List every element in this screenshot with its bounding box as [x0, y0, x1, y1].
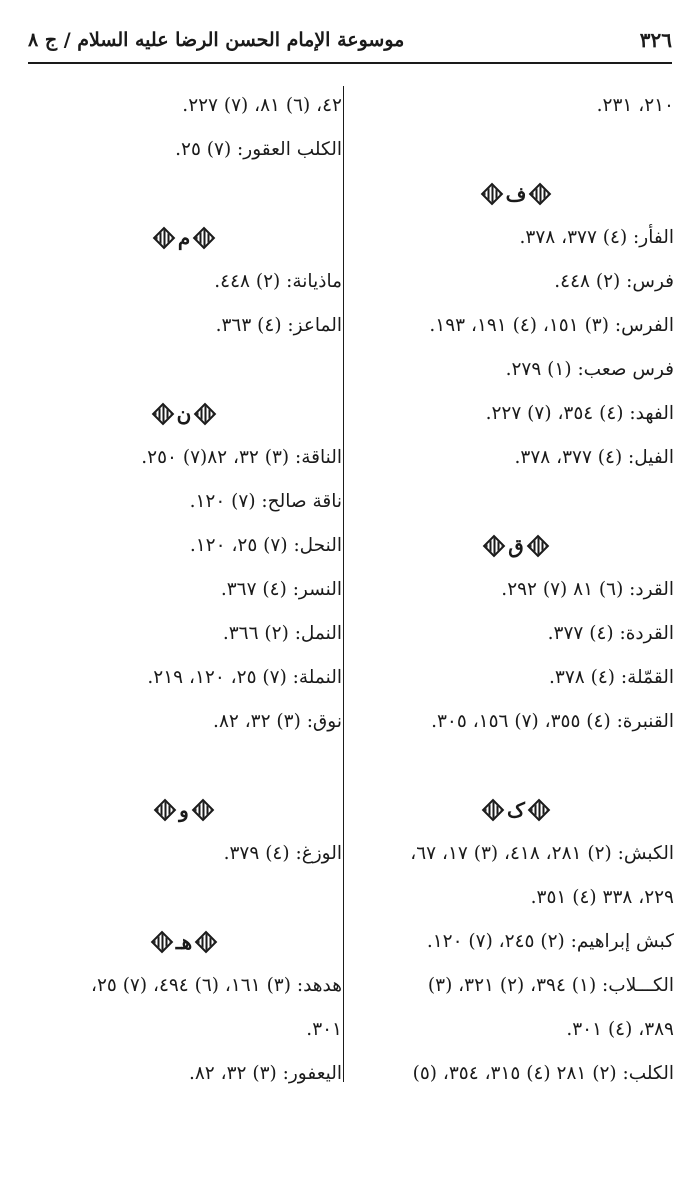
index-entry: النسر: (٤) ٣٦٧.	[220, 579, 342, 600]
column-divider	[343, 86, 344, 1082]
index-entry: النمل: (٢) ٣٦٦.	[222, 623, 342, 644]
ornament-icon	[150, 931, 173, 954]
index-entry: القنبرة: (٤) ٣٥٥، (٧) ١٥٦، ٣٠٥.	[431, 711, 674, 732]
index-entry: الكلب: (٢) ٢٨١ (٤) ٣١٥، ٣٥٤، (٥)	[412, 1063, 674, 1084]
index-entry: الماعز: (٤) ٣٦٣.	[215, 315, 342, 336]
section-gap	[358, 480, 674, 524]
ornament-icon	[193, 227, 216, 250]
index-entry: ٤٢، (٦) ٨١، (٧) ٢٢٧.	[182, 95, 342, 116]
ornament-icon	[526, 535, 549, 558]
index-entry: فرس صعب: (١) ٢٧٩.	[505, 359, 674, 380]
index-entry: الفيل: (٤) ٣٧٧، ٣٧٨.	[514, 447, 674, 468]
ornament-icon	[482, 799, 505, 822]
ornament-icon	[151, 403, 174, 426]
ornament-icon	[154, 799, 177, 822]
section-gap	[26, 348, 342, 392]
letter-section-heading	[358, 524, 674, 568]
section-gap	[26, 744, 342, 788]
index-entry: ٣٨٩، (٤) ٣٠١.	[566, 1019, 674, 1040]
section-gap	[358, 128, 674, 172]
index-entry: ٢١٠، ٢٣١.	[596, 95, 674, 116]
index-entry: الفهد: (٤) ٣٥٤، (٧) ٢٢٧.	[485, 403, 674, 424]
index-entry: الكـــلاب: (١) ٣٩٤، (٢) ٣٢١، (٣)	[427, 975, 674, 996]
section-letter: ق	[508, 534, 524, 558]
ornament-icon	[480, 183, 503, 206]
section-gap	[358, 744, 674, 788]
running-title: موسوعة الإمام الحسن الرضا عليه السلام / ج ٨	[28, 29, 405, 51]
index-entry: الفرس: (٣) ١٥١، (٤) ١٩١، ١٩٣.	[429, 315, 674, 336]
section-letter: ک	[507, 798, 525, 822]
index-entry: ٣٠١.	[306, 1019, 342, 1040]
ornament-icon	[528, 799, 551, 822]
page-number: ٣٢٦	[639, 28, 672, 52]
section-gap	[26, 172, 342, 216]
index-column-right	[358, 84, 674, 1096]
index-entry: اليعفور: (٣) ٣٢، ٨٢.	[188, 1063, 342, 1084]
section-letter: هـ	[175, 930, 193, 954]
index-entry: القردة: (٤) ٣٧٧.	[547, 623, 674, 644]
index-entry: الكبش: (٢) ٢٨١، ٤١٨، (٣) ١٧، ٦٧،	[410, 843, 674, 864]
header-rule	[28, 62, 672, 64]
letter-section-heading	[26, 920, 342, 964]
section-letter: و	[179, 798, 189, 822]
index-column-left	[26, 84, 342, 1096]
section-letter: م	[177, 226, 191, 250]
index-entry: القرد: (٦) ٨١ (٧) ٢٩٢.	[501, 579, 674, 600]
index-entry: الكلب العقور: (٧) ٢٥.	[175, 139, 342, 160]
index-entry: ناقة صالح: (٧) ١٢٠.	[189, 491, 342, 512]
index-entry: النحل: (٧) ٢٥، ١٢٠.	[189, 535, 342, 556]
letter-section-heading	[26, 392, 342, 436]
ornament-icon	[195, 931, 218, 954]
index-entry: الفأر: (٤) ٣٧٧، ٣٧٨.	[519, 227, 674, 248]
ornament-icon	[529, 183, 552, 206]
section-gap	[26, 876, 342, 920]
index-entry: فرس: (٢) ٤٤٨.	[554, 271, 674, 292]
letter-section-heading	[358, 172, 674, 216]
letter-section-heading	[358, 788, 674, 832]
index-entry: كبش إبراهيم: (٢) ٢٤٥، (٧) ١٢٠.	[426, 931, 674, 952]
ornament-icon	[483, 535, 506, 558]
letter-section-heading	[26, 216, 342, 260]
ornament-icon	[152, 227, 175, 250]
index-entry: القمّلة: (٤) ٣٧٨.	[549, 667, 674, 688]
index-entry: الناقة: (٣) ٣٢، ٨٢(٧) ٢٥٠.	[141, 447, 342, 468]
section-letter: ن	[176, 402, 192, 426]
index-entry: ماذيانة: (٢) ٤٤٨.	[214, 271, 342, 292]
index-entry: الوزغ: (٤) ٣٧٩.	[223, 843, 342, 864]
index-entry: النملة: (٧) ٢٥، ١٢٠، ٢١٩.	[147, 667, 342, 688]
index-entry: ٢٢٩، ٣٣٨ (٤) ٣٥١.	[530, 887, 674, 908]
index-entry: هدهد: (٣) ١٦١، (٦) ٤٩٤، (٧) ٢٥،	[90, 975, 342, 996]
letter-section-heading	[26, 788, 342, 832]
page-header	[28, 18, 672, 62]
ornament-icon	[194, 403, 217, 426]
section-letter: ف	[505, 182, 527, 206]
index-entry: نوق: (٣) ٣٢، ٨٢.	[213, 711, 342, 732]
ornament-icon	[192, 799, 215, 822]
